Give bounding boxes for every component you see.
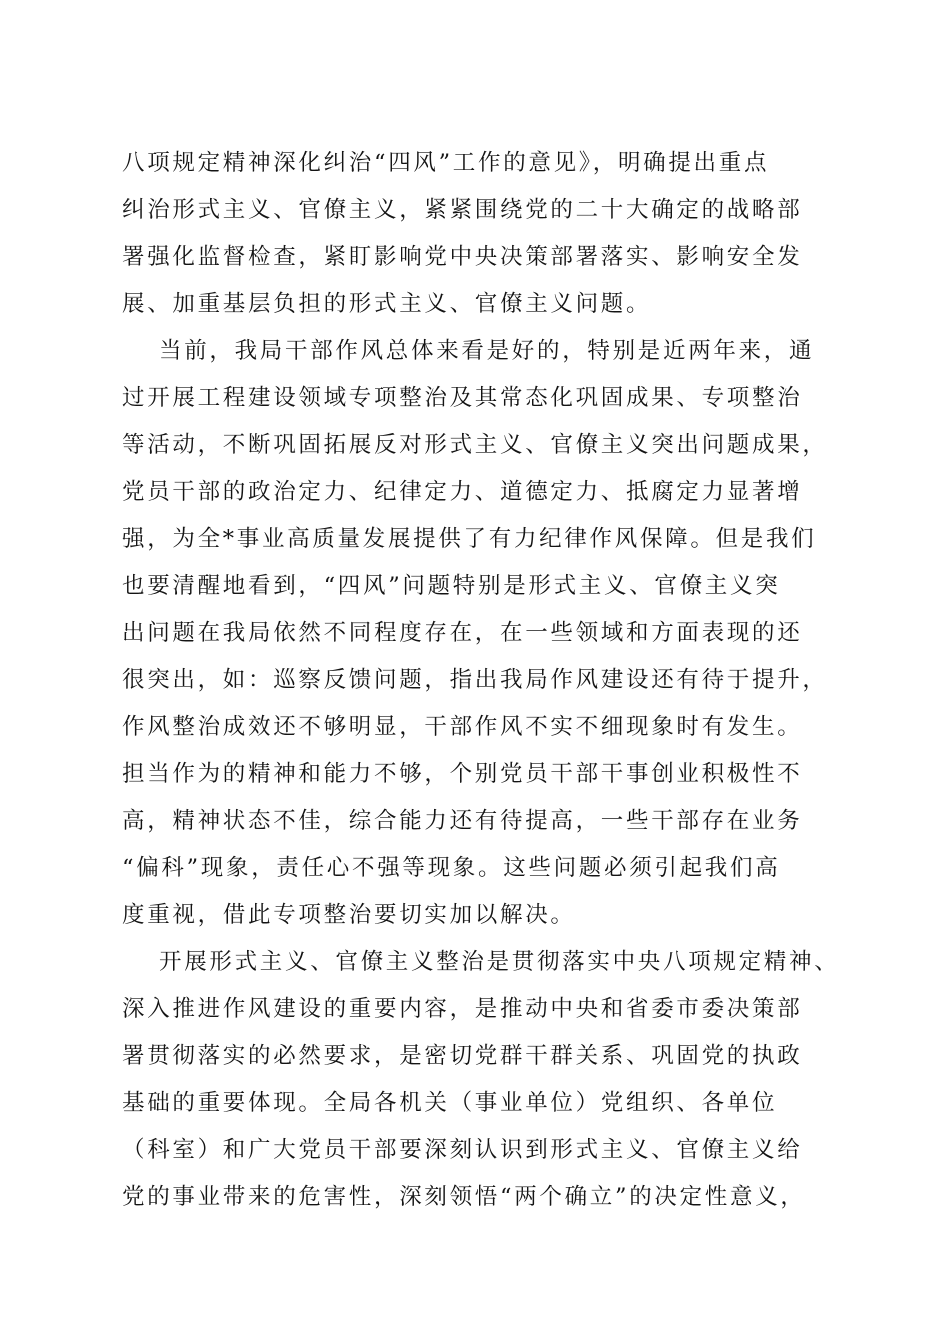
text-line: 纠治形式主义、官僚主义，紧紧围绕党的二十大确定的战略部 [122,197,803,223]
text-line: 深入推进作风建设的重要内容，是推动中央和省委市委决策部 [122,996,803,1022]
text-line: 担当作为的精神和能力不够，个别党员干部干事创业积极性不 [122,761,803,787]
text-line: 党员干部的政治定力、纪律定力、道德定力、抵腐定力显著增 [122,479,803,505]
text-line: 八项规定精神深化纠治“四风”工作的意见》，明确提出重点 [122,150,770,176]
text-line: 当前，我局干部作风总体来看是好的，特别是近两年来，通 [159,338,815,364]
text-line: 过开展工程建设领域专项整治及其常态化巩固成果、专项整治 [122,385,803,411]
text-line: 强，为全*事业高质量发展提供了有力纪律作风保障。但是我们 [122,526,817,552]
text-line: 署强化监督检查，紧盯影响党中央决策部署落实、影响安全发 [122,244,803,270]
text-line: 展、加重基层负担的形式主义、官僚主义问题。 [122,291,652,317]
text-line: 党的事业带来的危害性，深刻领悟“两个确立”的决定性意义， [122,1184,806,1210]
text-line: 作风整治成效还不够明显，干部作风不实不细现象时有发生。 [122,714,803,740]
text-line: “偏科”现象，责任心不强等现象。这些问题必须引起我们高 [122,855,781,881]
text-line: 也要清醒地看到，“四风”问题特别是形式主义、官僚主义突 [122,573,781,599]
text-line: 开展形式主义、官僚主义整治是贯彻落实中央八项规定精神、 [159,949,840,975]
text-line: 度重视，借此专项整治要切实加以解决。 [122,902,576,928]
text-line: （科室）和广大党员干部要深刻认识到形式主义、官僚主义给 [122,1137,803,1163]
text-line: 署贯彻落实的必然要求，是密切党群干群关系、巩固党的执政 [122,1043,803,1069]
text-line: 出问题在我局依然不同程度存在，在一些领域和方面表现的还 [122,620,803,646]
text-line: 基础的重要体现。全局各机关（事业单位）党组织、各单位 [122,1090,778,1116]
text-line: 很突出，如：巡察反馈问题，指出我局作风建设还有待于提升， [122,667,828,693]
text-line: 等活动，不断巩固拓展反对形式主义、官僚主义突出问题成果， [122,432,828,458]
text-line: 高，精神状态不佳，综合能力还有待提高，一些干部存在业务 [122,808,803,834]
